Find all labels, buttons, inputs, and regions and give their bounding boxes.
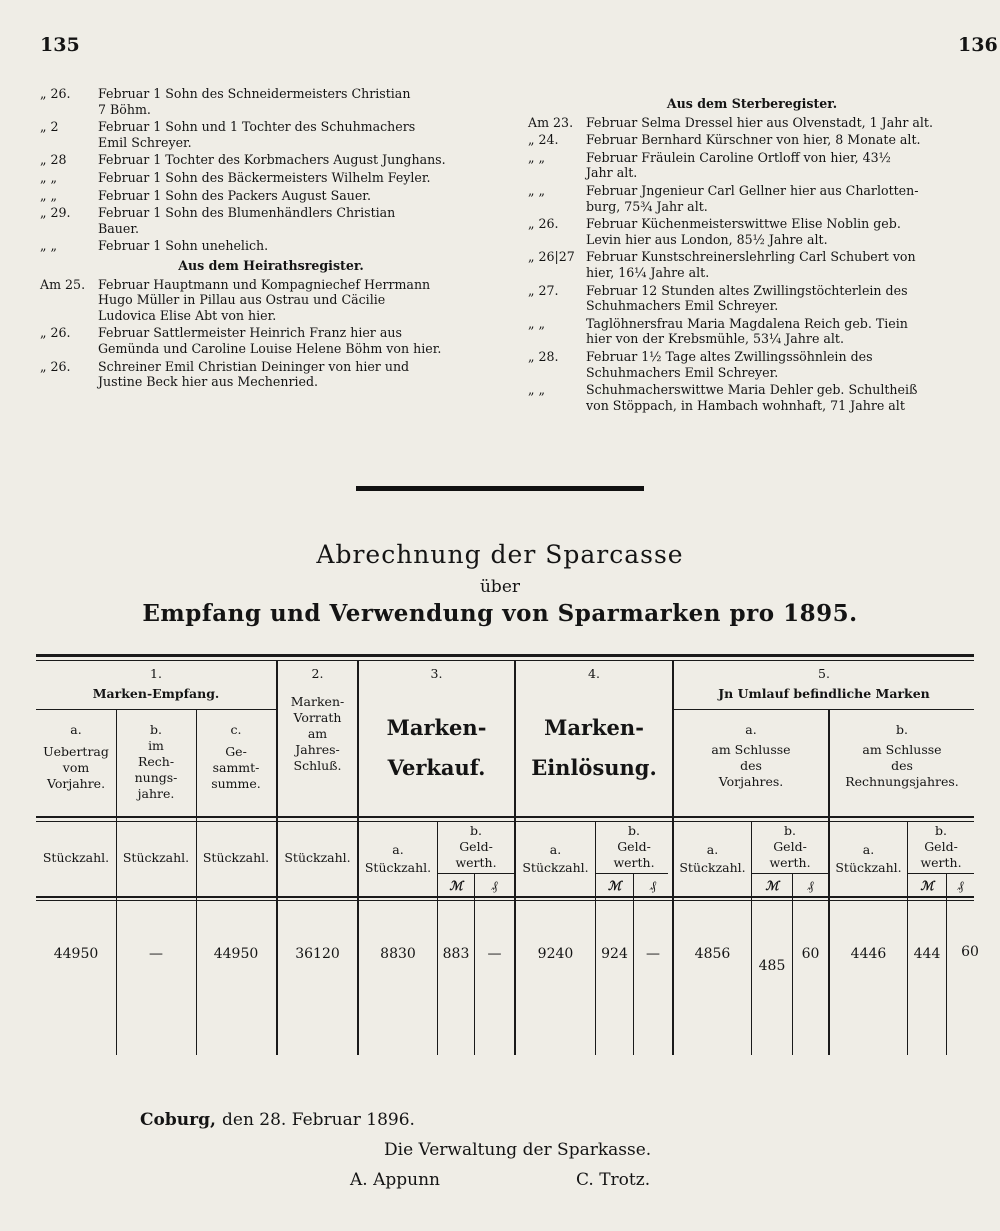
register-entry-line [40, 308, 502, 324]
table-top-rule-thin [36, 660, 974, 661]
register-entry-day: „ 29. [40, 205, 71, 221]
h1b-letter: b. [150, 722, 162, 737]
h1a-text [36, 744, 116, 792]
register-entry-line [528, 150, 976, 166]
header-line: vom [62, 760, 90, 775]
register-entry-text: 7 Böhm. [98, 101, 151, 117]
register-entry-line [528, 132, 976, 148]
stueckzahl-4: Stückzahl. [522, 860, 589, 875]
register-entry-line [40, 152, 502, 168]
register-entry-text: Emil Schreyer. [98, 134, 192, 150]
h2-text [278, 694, 357, 774]
mark-unit: ℳ [920, 878, 934, 893]
header-line: am [307, 726, 328, 741]
register-entry-day: „ 27. [528, 282, 559, 298]
register-entry-line [528, 382, 976, 398]
register-entry-day: „ „ [528, 382, 546, 398]
register-entry-text: Hugo Müller in Pillau aus Ostrau und Cäcilie [98, 292, 386, 308]
pfennig-unit: ₰ [649, 878, 657, 893]
rule-geld-5a [752, 873, 828, 874]
geld-3 [438, 823, 514, 871]
register-entry-day: „ 26. [528, 216, 559, 232]
stueckzahl-1a: Stückzahl. [42, 850, 110, 865]
geldwerth-label: werth. [769, 855, 811, 870]
register-entry-day: „ „ [40, 238, 58, 254]
h3-num: 3. [430, 666, 443, 681]
h5-label: Jn Umlauf befindliche Marken [718, 686, 930, 701]
register-entry-text: Februar Bernhard Kürschner von hier, 8 Monate alt. [586, 132, 921, 148]
rule-geld-4 [596, 873, 668, 874]
stueckzahl-1b: Stückzahl. [122, 850, 190, 865]
register-entry-line [528, 298, 976, 314]
h1c-text [196, 744, 276, 792]
stueckzahl-5b: Stückzahl. [835, 860, 902, 875]
geldwerth-label: Geld- [924, 839, 958, 854]
value-umlauf-vorjahr-mark: 485 [758, 958, 786, 974]
sub-b-letter: b. [784, 823, 796, 838]
register-entry-text: Taglöhnersfrau Maria Magdalena Reich geb. Tiein [586, 315, 908, 331]
left-page-number: 135 [40, 34, 80, 56]
mark-unit: ℳ [765, 878, 779, 893]
value-verkauf-mark: 883 [442, 946, 470, 962]
register-entry-text: Februar 1 Sohn des Packers August Sauer. [98, 187, 371, 203]
sub-a-4: a. [549, 842, 562, 857]
geldwerth-label: werth. [455, 855, 497, 870]
header-line: Vorrath [293, 710, 342, 725]
register-entry-line [40, 119, 502, 135]
pfennig-unit: ₰ [957, 878, 964, 893]
register-entry-line [528, 283, 976, 299]
value-umlauf-vorjahr-pf: 60 [801, 946, 820, 962]
register-entry-text: Februar 1 Sohn und 1 Tochter des Schuhmachers [98, 119, 416, 135]
register-entry-text: Februar 1 Sohn unehelich. [98, 238, 269, 254]
register-entry-line [40, 135, 502, 151]
header-line: summe. [211, 776, 261, 791]
signature-appunn: A. Appunn [350, 1170, 440, 1190]
sub-b-letter: b. [935, 823, 947, 838]
register-entry-line [528, 183, 976, 199]
rule-header-bottom-thin [36, 821, 974, 822]
register-entry-line [40, 277, 502, 293]
register-entry-text: Schuhmacherswittwe Maria Dehler geb. Schultheiß [586, 382, 918, 398]
footer-authority: Die Verwaltung der Sparkasse. [384, 1140, 652, 1160]
header-line: Einlösung. [531, 755, 657, 780]
register-entry-day: Am 25. [40, 276, 86, 292]
header-line: Vorjahre. [46, 776, 106, 791]
rule-header-bottom [36, 816, 974, 818]
h4-num: 4. [588, 666, 600, 681]
register-entry-line [528, 365, 976, 381]
register-entry-line [40, 292, 502, 308]
register-entry-text: Bauer. [98, 220, 139, 236]
register-entry-line [40, 170, 502, 186]
sub-b-letter: b. [470, 823, 482, 838]
geldwerth-label: werth. [920, 855, 962, 870]
section-divider [356, 486, 644, 491]
register-entry-line [40, 205, 502, 221]
register-entry-day: „ 28 [40, 152, 67, 168]
register-entry-line [528, 199, 976, 215]
register-entry-text: Februar 1½ Tage altes Zwillingssöhnlein des [586, 348, 873, 364]
h5b-text [830, 742, 974, 790]
rule-h5-sub [674, 709, 974, 710]
header-line: Uebertrag [43, 744, 109, 759]
right-column [528, 92, 976, 413]
register-entry-line [528, 331, 976, 347]
statement-title: Abrechnung der Sparcasse [316, 540, 684, 569]
geld-4 [596, 823, 672, 871]
register-entry-text: Schuhmachers Emil Schreyer. [586, 364, 779, 380]
mark-unit: ℳ [449, 878, 463, 893]
header-line: des [891, 758, 913, 773]
footer-place: Coburg, [140, 1110, 216, 1130]
sub-a-5b: a. [862, 842, 875, 857]
header-line: Rechnungsjahres. [845, 774, 959, 789]
register-entry-day: „ 26. [40, 86, 71, 101]
register-entry-day: „ 2 [40, 119, 59, 135]
register-entry-day: „ 26|27 [528, 249, 575, 265]
pfennig-unit: ₰ [491, 878, 498, 893]
value-einloesung-mark: 924 [601, 946, 628, 962]
register-entry-line [528, 165, 976, 181]
rule-units-bottom-thin [36, 900, 974, 901]
register-entry-day: „ 26. [40, 325, 71, 341]
geld-5b [908, 823, 974, 871]
h1-num: 1. [150, 666, 162, 681]
stueckzahl-5a: Stückzahl. [679, 860, 746, 875]
register-entry-text: hier von der Krebsmühle, 53¼ Jahre alt. [586, 331, 844, 347]
value-gesammtsumme: 44950 [213, 946, 259, 962]
h3-text [359, 708, 514, 788]
register-entry-text: Schreiner Emil Christian Deininger von hier und [98, 358, 410, 374]
register-entry-line [528, 115, 976, 131]
register-entry-text: von Stöppach, in Hambach wohnhaft, 71 Jahre alt [586, 397, 905, 413]
register-entry-text: Februar Jngenieur Carl Gellner hier aus Charlotten- [586, 182, 919, 198]
h1c-letter: c. [230, 722, 242, 737]
rule-geld-5b [908, 873, 974, 874]
statement-heading: Empfang und Verwendung von Sparmarken pro 1895. [142, 600, 858, 627]
h1b-text [116, 738, 196, 802]
register-entry-text: Februar 1 Sohn des Bäckermeisters Wilhelm Feyler. [98, 169, 431, 185]
value-rechnungsjahr: — [149, 946, 163, 962]
geldwerth-label: Geld- [459, 839, 493, 854]
h4-text [516, 708, 672, 788]
register-entry-text: burg, 75¾ Jahr alt. [586, 198, 708, 214]
h2-num: 2. [311, 666, 324, 681]
geldwerth-label: werth. [613, 855, 655, 870]
geldwerth-label: Geld- [617, 839, 651, 854]
register-entry-day: Am 23. [528, 114, 574, 130]
statement-subtitle-over: über [479, 577, 521, 597]
header-line: Marken- [386, 715, 487, 740]
value-umlauf-rechnungsjahr-stueck: 4446 [850, 946, 887, 962]
value-verkauf-pf: — [487, 946, 502, 962]
h5a-text [674, 742, 828, 790]
register-entry-text: Schuhmachers Emil Schreyer. [586, 298, 779, 314]
value-vorrath: 36120 [295, 946, 340, 962]
h1-label: Marken-Empfang. [92, 686, 220, 701]
register-entry-line [528, 232, 976, 248]
register-entry-day: „ 24. [528, 132, 559, 148]
header-line: Verkauf. [387, 755, 486, 780]
rule-units-bottom [36, 896, 974, 898]
register-entry-line [528, 349, 976, 365]
value-uebertrag: 44950 [53, 946, 99, 962]
register-entry-line [40, 359, 502, 375]
register-entry-text: Februar 1 Sohn des Blumenhändlers Christian [98, 205, 396, 221]
register-entry-line [528, 316, 976, 332]
register-entry-day: „ 26. [40, 358, 71, 374]
header-line: Marken- [290, 694, 345, 709]
left-column [40, 86, 502, 390]
register-entry-text: Februar Hauptmann und Kompagniechef Herrmann [98, 276, 431, 292]
sub-b-letter: b. [628, 823, 640, 838]
register-entry-text: Februar Selma Dressel hier aus Olvenstadt, 1 Jahr alt. [586, 114, 933, 130]
register-entry-text: Februar Kunstschreinerslehrling Carl Schubert von [586, 249, 916, 265]
header-line: jahre. [137, 786, 175, 801]
geld-5a [752, 823, 828, 871]
header-line: am Schlusse [711, 742, 791, 757]
header-line: Vorjahres. [718, 774, 784, 789]
register-entry-text: Februar 1 Tochter des Korbmachers August Junghans. [98, 152, 446, 168]
vrule [474, 874, 475, 1055]
register-entry-day: „ „ [40, 187, 58, 203]
register-entry-text: Februar Fräulein Caroline Ortloff von hier, 43½ [586, 149, 891, 165]
h5-num: 5. [818, 666, 830, 681]
register-heading: Aus dem Heirathsregister. [178, 257, 364, 273]
register-entry-line [40, 102, 502, 118]
header-line: sammt- [212, 760, 260, 775]
vrule [633, 874, 634, 1055]
register-heading: Aus dem Sterberegister. [666, 96, 838, 111]
register-entry-line [40, 341, 502, 357]
rule-h1-sub [36, 709, 276, 710]
header-line: des [740, 758, 762, 773]
register-entry-text: Justine Beck hier aus Mechenried. [98, 374, 319, 390]
register-entry-line [40, 188, 502, 204]
vrule [946, 874, 947, 1055]
header-line: Jahres- [295, 742, 340, 757]
value-einloesung-stueck: 9240 [537, 946, 574, 962]
register-entry-text: Ludovica Elise Abt von hier. [98, 307, 277, 323]
table-top-rule [36, 654, 974, 657]
register-entry-text: Jahr alt. [586, 165, 638, 181]
mark-unit: ℳ [607, 878, 622, 893]
header-line: Schluß. [293, 758, 342, 773]
value-umlauf-vorjahr-stueck: 4856 [694, 946, 731, 962]
h5a-letter: a. [745, 722, 757, 737]
register-entry-text: Februar Sattlermeister Heinrich Franz hier aus [98, 325, 402, 341]
vrule [792, 874, 793, 1055]
header-line: am Schlusse [862, 742, 942, 757]
right-page-number: 136 [958, 34, 998, 56]
stueckzahl-3: Stückzahl. [364, 860, 432, 875]
value-umlauf-rechnungsjahr-pf: 60 [961, 944, 979, 960]
value-umlauf-rechnungsjahr-mark: 444 [913, 946, 941, 962]
vrule [672, 661, 674, 1055]
stueckzahl-1c: Stückzahl. [202, 850, 270, 865]
register-entry-line [528, 249, 976, 265]
register-entry-day: „ „ [528, 182, 546, 198]
register-entry-line [40, 238, 502, 254]
stueckzahl-2: Stückzahl. [284, 850, 351, 865]
register-entry-text: hier, 16¼ Jahre alt. [586, 264, 710, 280]
register-entry-line [40, 374, 502, 390]
register-entry-text: Levin hier aus London, 85½ Jahre alt. [586, 231, 828, 247]
register-entry-line [528, 265, 976, 281]
pfennig-unit: ₰ [807, 878, 814, 893]
register-entry-line [40, 86, 502, 102]
sub-a-5a: a. [706, 842, 719, 857]
header-line: Ge- [225, 744, 247, 759]
register-entry-text: Februar 12 Stunden altes Zwillingstöchterlein des [586, 282, 908, 298]
header-line: nungs- [134, 770, 178, 785]
register-entry-day: „ „ [528, 315, 546, 331]
register-entry-line [40, 221, 502, 237]
rule-geld-3 [438, 873, 514, 874]
register-entry-day: „ 28. [528, 348, 559, 364]
register-entry-line [40, 325, 502, 341]
footer-date: den 28. Februar 1896. [222, 1110, 415, 1130]
register-entry-text: Gemünda und Caroline Louise Helene Böhm von hier. [98, 340, 442, 356]
register-entry-text: Februar 1 Sohn des Schneidermeisters Christian [98, 86, 411, 101]
register-entry-day: „ „ [40, 169, 58, 185]
register-entry-day: „ „ [528, 149, 546, 165]
header-line: im [148, 738, 164, 753]
h5b-letter: b. [896, 722, 908, 737]
sub-a-3: a. [392, 842, 404, 857]
register-entry-text: Februar Küchenmeisterswittwe Elise Noblin geb. [586, 216, 901, 232]
signature-trotz: C. Trotz. [576, 1170, 651, 1190]
register-entry-line [528, 216, 976, 232]
value-verkauf-stueck: 8830 [380, 946, 416, 962]
header-line: Rech- [137, 754, 175, 769]
value-einloesung-pf: — [646, 946, 660, 962]
header-line: Marken- [544, 715, 644, 740]
geldwerth-label: Geld- [773, 839, 807, 854]
register-entry-line [528, 398, 976, 414]
h1a-letter: a. [70, 722, 82, 737]
